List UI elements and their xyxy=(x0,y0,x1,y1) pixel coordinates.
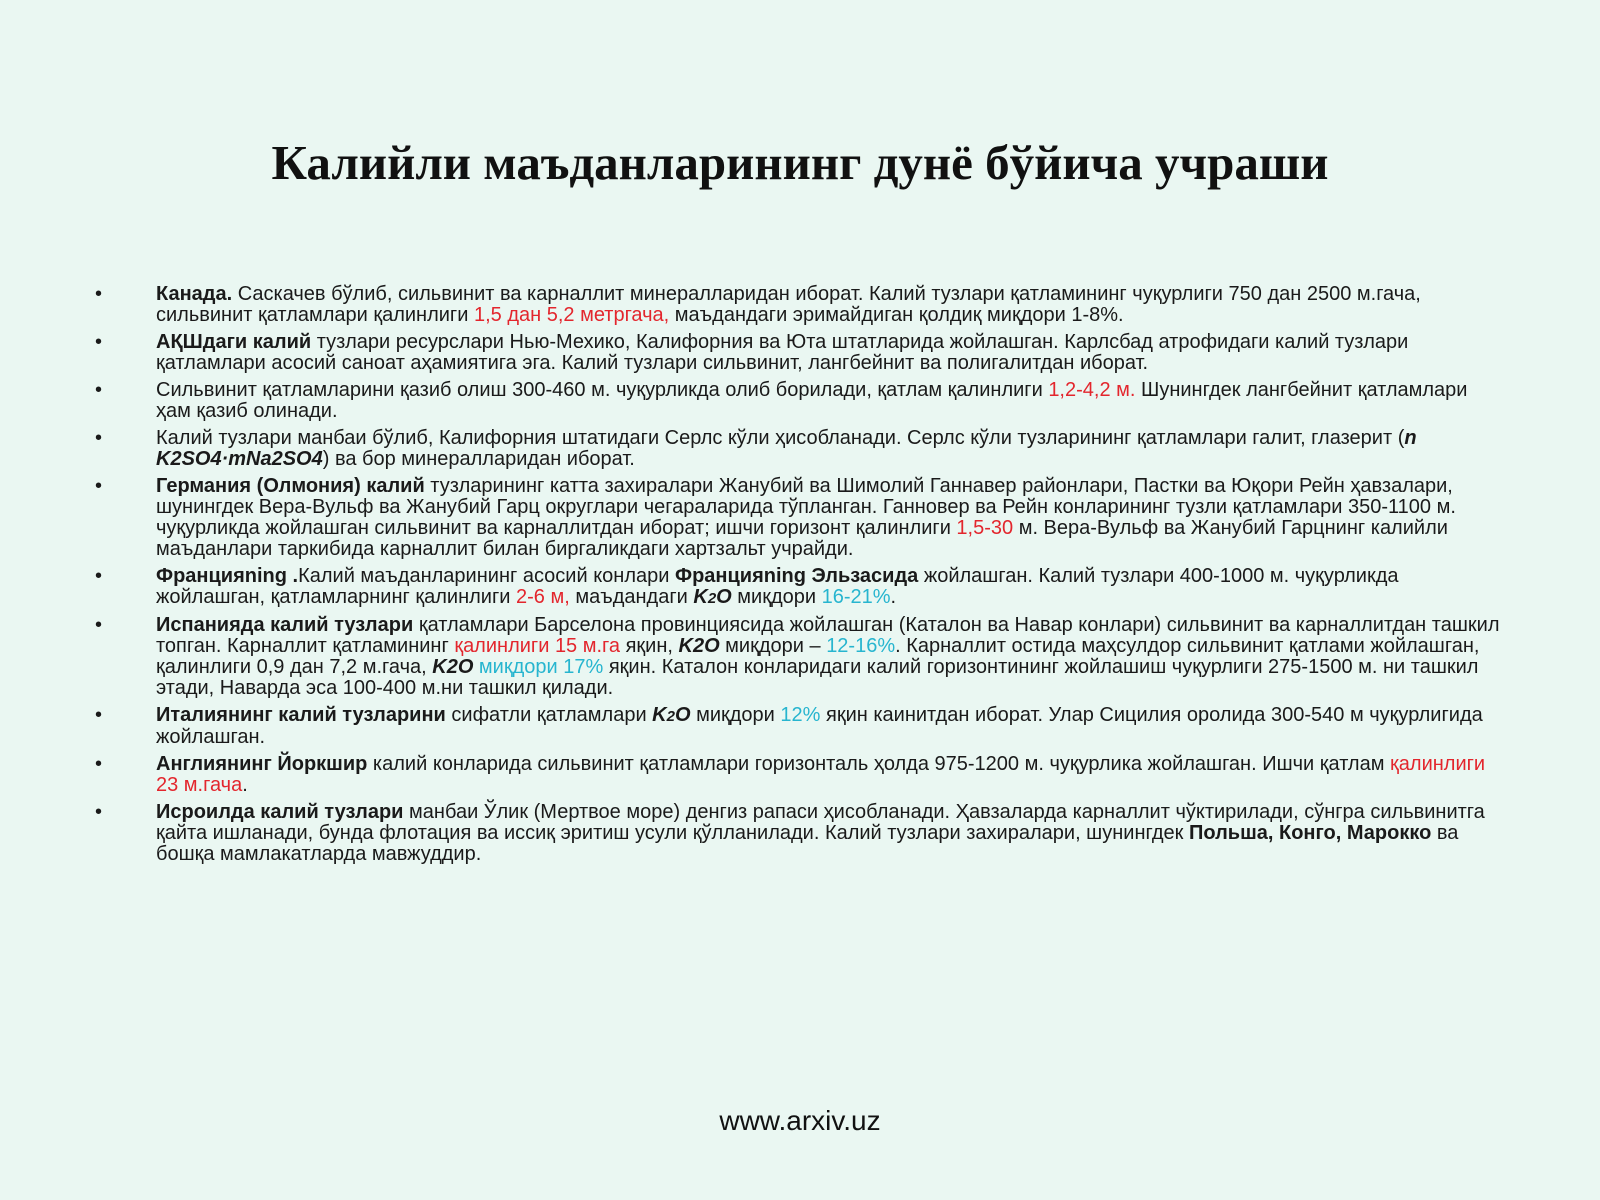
item-text: . xyxy=(242,774,248,796)
item-lead: Францияning . xyxy=(156,565,299,587)
red-highlight: қалинлиги 23 м.гача xyxy=(156,753,1486,796)
k2o-k: K xyxy=(652,704,667,726)
k2o-o: O xyxy=(674,704,691,726)
item-text: миқдори xyxy=(731,586,822,608)
cyan-highlight: миқдори 17% xyxy=(473,656,604,678)
k2o-formula: K2O xyxy=(678,635,720,657)
bullet-icon: • xyxy=(95,565,103,587)
slide-title: Калийли маъданларининг дунё бўйича учраши xyxy=(271,135,1329,190)
list-item-germany xyxy=(0,476,1600,560)
item-text: қатламлари Барселона провинциясида жойлашган (Каталон ва Навар конлари) сильвинит ва карналлитдан ташкил топган. Карналлит қатламининг xyxy=(156,614,1500,657)
k2o-o: O xyxy=(716,586,732,608)
item-text: ) ва бор минералларидан иборат. xyxy=(322,448,635,470)
item-text: Сильвинит қатламларини қазиб олиш 300-460 м. чуқурликда олиб борилади, қатлам қалинлиги xyxy=(156,379,1049,401)
item-text: яқин каинитдан иборат. Улар Сицилия оролида 300-540 м чуқурлигида жойлашган. xyxy=(156,704,1483,748)
k2o-formula: K2O xyxy=(432,656,474,678)
footer-url: www.arxiv.uz xyxy=(719,1105,881,1136)
bullet-icon: • xyxy=(95,801,103,823)
item-text: тузлари ресурслари Нью-Мехико, Калифорния ва Юта штатларида жойлашган. Карлсбад атрофидаги калий тузлари қатламлари асосий саноат аҳамиятига эга. Калий тузлари сильвинит, лангбейнит ва полигалитдан иборат. xyxy=(156,331,1409,374)
list-item-searles xyxy=(0,428,1600,470)
item-lead: Германия (Олмония) калий xyxy=(156,475,425,497)
bullet-icon: • xyxy=(95,753,103,775)
list-item-italy xyxy=(0,705,1600,748)
k2o-subscript: 2 xyxy=(666,708,675,725)
cyan-highlight: 12% xyxy=(780,704,821,726)
item-lead: Англиянинг Йоркшир xyxy=(156,753,368,775)
bullet-icon: • xyxy=(95,283,103,305)
item-text: сифатли қатламлари xyxy=(445,704,653,726)
item-text: м. Вера-Вульф ва Жанубий Гарцнинг калийли маъданлари таркибида карналлит билан биргаликдаги хартзальт учрайди. xyxy=(156,517,1448,560)
item-text: жойлашган. Калий тузлари 400-1000 м. чуқурликда жойлашган, қатламларнинг қалинлиги xyxy=(156,565,1399,608)
bullet-icon: • xyxy=(95,614,103,636)
item-lead: Канада. xyxy=(156,283,233,305)
chemical-formula: n K2SO4·mNa2SO4 xyxy=(156,427,1417,470)
item-text: манбаи Ўлик (Мертвое море) денгиз рапаси ҳисобланади. Ҳавзаларда карналлит чўктирилади, сўнгра сильвинитга қайта ишланади, бунда флотация ва иссиқ эритиш усули қўлланилади. Калий тузлари захиралари, шунингдек xyxy=(156,801,1485,844)
item-lead-secondary: Францияning Эльзасида xyxy=(675,565,919,587)
item-text: яқин. Каталон конларидаги калий горизонтининг жойлашиш чуқурлиги 275-1500 м. ни ташкил этади, Наварда эса 100-400 м.ни ташкил қилади. xyxy=(156,656,1479,699)
item-text: яқин, xyxy=(620,635,679,657)
bullet-icon: • xyxy=(95,379,103,401)
list-item-israel xyxy=(0,802,1600,865)
list-item-spain xyxy=(0,615,1600,699)
bullet-icon: • xyxy=(95,475,103,497)
item-text: Саскачев бўлиб, сильвинит ва карналлит минералларидан иборат. Калий тузлари қатламининг чуқурлиги 750 дан 2500 м.гача, сильвинит қатламлари қалинлиги xyxy=(156,283,1421,326)
red-highlight: 2-6 м, xyxy=(516,586,570,608)
red-highlight: қалинлиги 15 м.га xyxy=(454,635,621,657)
item-lead: АҚШдаги калий xyxy=(156,331,312,353)
item-lead-secondary: Польша, Конго, Марокко xyxy=(1188,822,1432,844)
list-item-france xyxy=(0,566,1600,609)
item-lead: Италиянинг калий тузларини xyxy=(156,704,446,726)
red-highlight: 1,2-4,2 м. xyxy=(1048,379,1136,401)
bullet-icon: • xyxy=(95,331,103,353)
item-lead: Испанияда калий тузлари xyxy=(156,614,414,636)
list-item-usa xyxy=(0,332,1600,374)
red-highlight: 1,5 дан 5,2 метргача, xyxy=(473,304,670,326)
item-text: калий конларида сильвинит қатламлари горизонталь ҳолда 975-1200 м. чуқурлика жойлашган. Ишчи қатлам xyxy=(367,753,1391,775)
item-text: маъдандаги xyxy=(569,586,694,608)
k2o-k: K xyxy=(693,586,708,608)
bullet-list xyxy=(0,284,1600,871)
item-text: . Карналлит остида маҳсулдор сильвинит қатлами жойлашган, қалинлиги 0,9 дан 7,2 м.гача, xyxy=(156,635,1480,678)
bullet-icon: • xyxy=(95,704,103,726)
item-text: Калий маъданларининг асосий конлари xyxy=(298,565,675,587)
item-text: Калий тузлари манбаи бўлиб, Калифорния штатидаги Серлс кўли ҳисобланади. Серлс кўли тузларининг қатламлари галит, глазерит ( xyxy=(156,427,1405,449)
k2o-subscript: 2 xyxy=(707,590,717,607)
red-highlight: 1,5-30 xyxy=(956,517,1014,539)
cyan-highlight: 16-21% xyxy=(821,586,891,608)
bullet-icon: • xyxy=(95,427,103,449)
item-text: . xyxy=(890,586,897,608)
list-item-canada xyxy=(0,284,1600,326)
cyan-highlight: 12-16% xyxy=(826,635,896,657)
item-text: ва бошқа мамлакатларда мавжуддир. xyxy=(156,822,1459,865)
item-text: маъдандаги эримайдиган қолдиқ миқдори 1-8%. xyxy=(669,304,1124,326)
list-item-sylvinite xyxy=(0,380,1600,422)
list-item-england xyxy=(0,754,1600,796)
k2o-formula xyxy=(652,704,690,726)
item-text: миқдори xyxy=(690,704,781,726)
item-lead: Исроилда калий тузлари xyxy=(156,801,404,823)
item-text: миқдори – xyxy=(719,635,827,657)
item-text: Шунингдек лангбейнит қатламлари ҳам қазиб олинади. xyxy=(156,379,1468,422)
k2o-formula xyxy=(693,586,731,608)
item-text: тузларининг катта захиралари Жанубий ва Шимолий Ганнавер районлари, Пастки ва Юқори Рейн ҳавзалари, шунингдек Вера-Вульф ва Жанубий Гарц округлари чегараларида тўпланган. Ганновер ва Рейн конларининг тузли қатламлари 350-1100 м. чуқурликда жойлашган сильвинит ва карналлитдан иборат; ишчи горизонт қалинлиги xyxy=(156,475,1456,539)
